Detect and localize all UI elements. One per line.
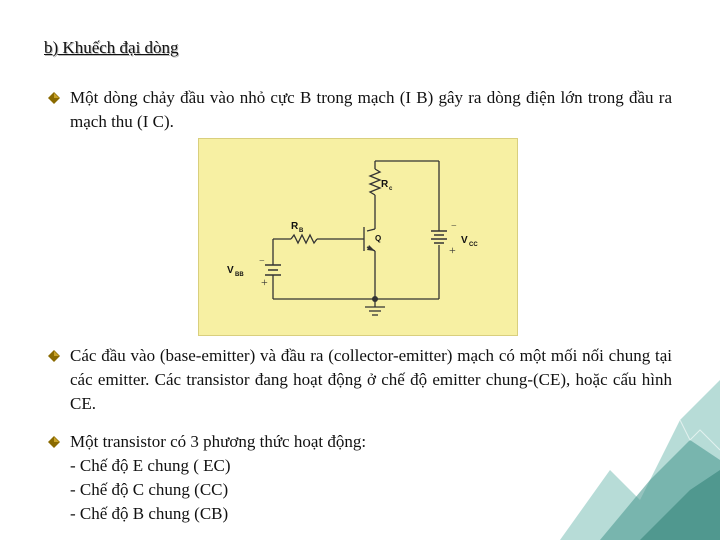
- diamond-bullet-icon: [48, 436, 60, 448]
- slide-title: b) Khuếch đại dòng: [44, 38, 179, 57]
- diamond-bullet-icon: [48, 92, 60, 104]
- rc-subscript: c: [389, 186, 393, 192]
- vcc-label: V: [461, 235, 468, 246]
- rb-label: R: [291, 221, 299, 232]
- diamond-bullet-icon: [48, 350, 60, 362]
- bullet-text-1: Một dòng chảy đầu vào nhỏ cực B trong mạch (I B) gây ra dòng điện lớn trong đầu ra mạch thu (I C).: [70, 88, 672, 131]
- vbb-minus: −: [259, 256, 265, 267]
- circuit-svg: [199, 139, 517, 335]
- rc-label: R: [381, 179, 389, 190]
- vcc-plus: +: [449, 243, 456, 257]
- vbb-label: V: [227, 265, 234, 276]
- bullet-text-2: Các đầu vào (base-emitter) và đầu ra (collector-emitter) mạch có một mối nối chung tại các emitter. Các transistor đang hoạt động ở chế độ emitter chung-(CE), hoặc cấu hình CE.: [70, 346, 672, 413]
- vcc-minus: −: [451, 221, 457, 232]
- vbb-subscript: BB: [235, 272, 244, 278]
- vbb-plus: +: [261, 275, 268, 289]
- rb-subscript: B: [299, 228, 304, 234]
- vcc-subscript: CC: [469, 242, 478, 248]
- circuit-diagram: [198, 138, 518, 336]
- transistor-label: Q: [375, 234, 382, 243]
- bullet-text-3: Một transistor có 3 phương thức hoạt động: - Chế độ E chung ( EC) - Chế độ C chung (CC) - Chế độ B chung (CB): [70, 432, 367, 523]
